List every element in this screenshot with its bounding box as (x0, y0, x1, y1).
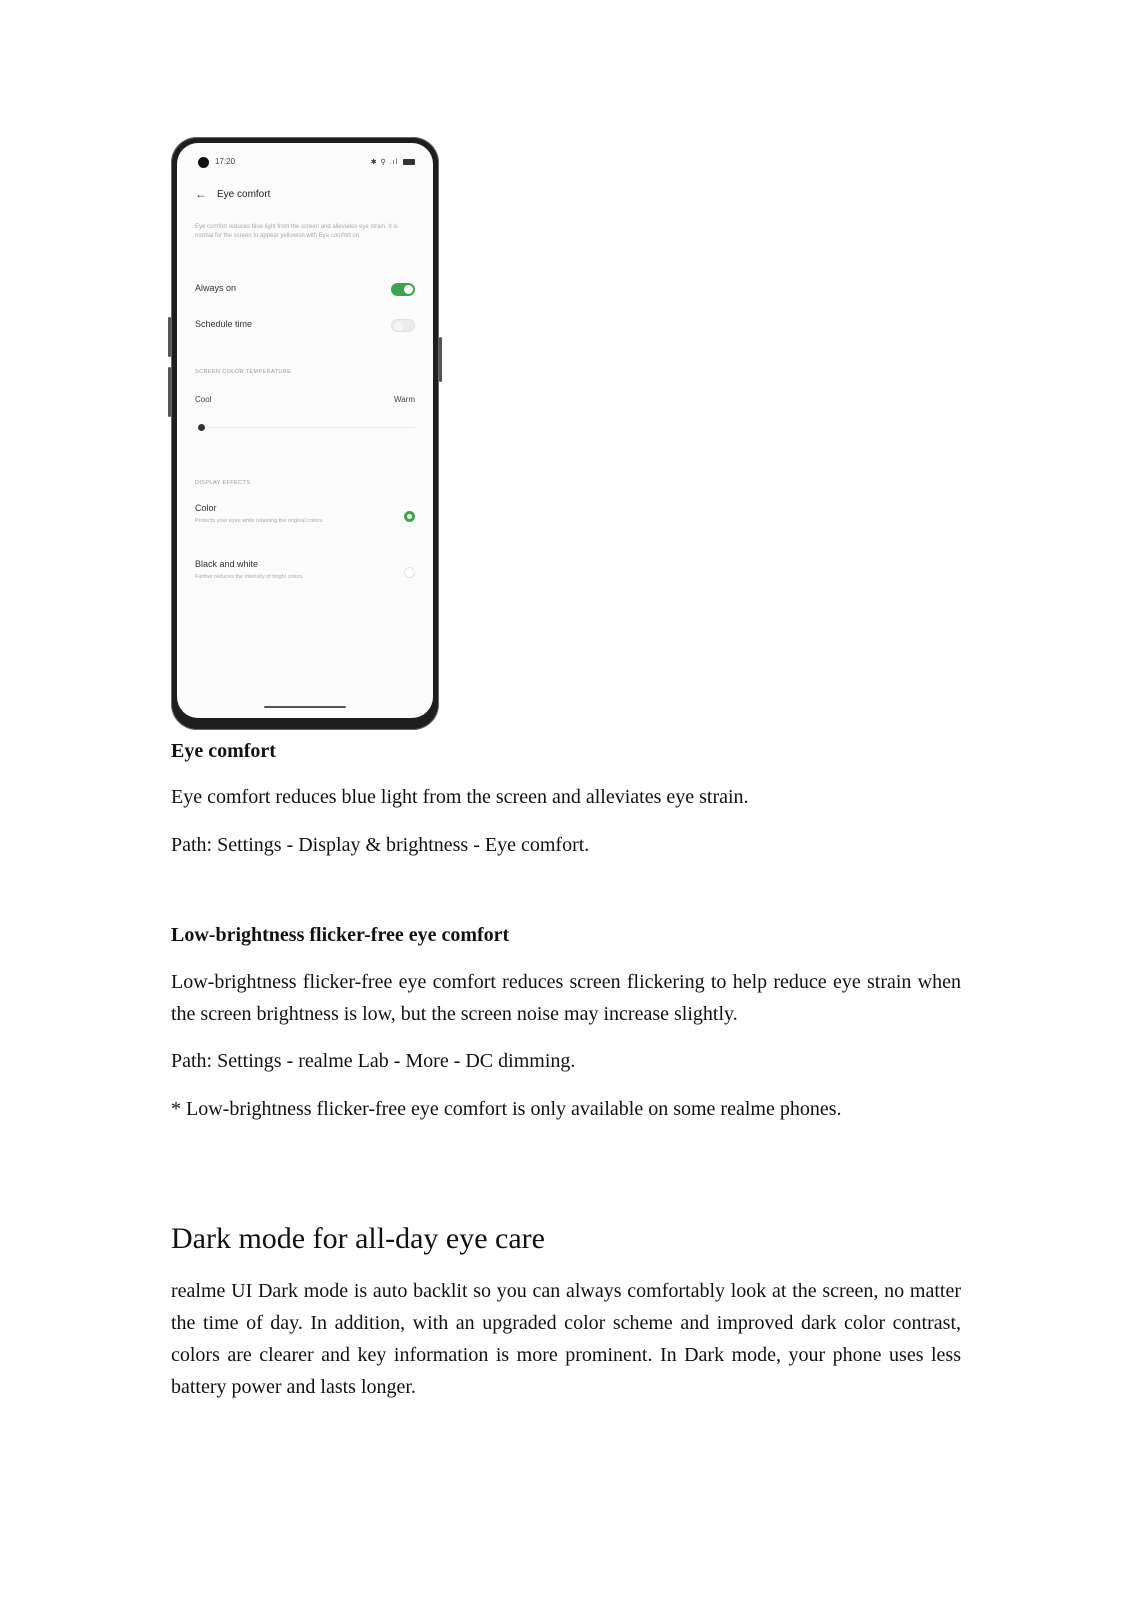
dark-mode-body (171, 1275, 961, 1403)
flicker-free-note (171, 1093, 961, 1125)
back-arrow-icon[interactable]: ← (195, 187, 207, 201)
dark-mode-text: realme UI Dark mode is auto backlit so you can always comfortably look at the screen, no matter the time of day. In addition, with an upgraded color scheme and improved dark color contrast, colors are clearer and key information is more prominent. In Dark mode, your phone uses less battery power and lasts longer. (171, 1280, 961, 1398)
dark-mode-section (171, 1222, 961, 1256)
dark-mode-heading: Dark mode for all-day eye care (171, 1222, 545, 1255)
eye-comfort-body (171, 781, 961, 813)
signal-icons: ✱ ⚲ .ıl (370, 159, 399, 166)
color-option[interactable] (195, 503, 415, 525)
color-radio[interactable] (404, 511, 415, 522)
schedule-time-row[interactable] (195, 319, 415, 335)
home-indicator (264, 706, 346, 708)
eye-comfort-section (171, 740, 961, 763)
slider-labels (195, 395, 415, 407)
black-and-white-radio[interactable] (404, 567, 415, 578)
color-option-title: Color (195, 503, 217, 513)
toggle-knob (404, 285, 413, 294)
phone-screenshot (171, 137, 439, 730)
eye-comfort-text: Eye comfort reduces blue light from the screen and alleviates eye strain. (171, 786, 749, 808)
cool-label: Cool (195, 395, 212, 404)
schedule-time-label: Schedule time (195, 319, 253, 329)
status-time: 17:20 (215, 157, 236, 166)
eye-comfort-path (171, 829, 961, 861)
eye-comfort-description: Eye comfort reduces blue light from the screen and alleviates eye strain. It is normal for the screen to appear yellowish with Eye comfort on. (195, 224, 398, 239)
phone-display (177, 143, 433, 718)
display-effects-header: DISPLAY EFFECTS (195, 480, 251, 486)
phone-power-button (439, 337, 442, 382)
color-temperature-slider[interactable] (201, 427, 415, 428)
eye-comfort-path-text: Path: Settings - Display & brightness - Eye comfort. (171, 834, 590, 856)
flicker-free-heading: Low-brightness flicker-free eye comfort (171, 924, 510, 946)
eye-comfort-heading: Eye comfort (171, 740, 276, 762)
status-icons (371, 158, 415, 166)
flicker-free-section (171, 924, 961, 947)
flicker-free-path-text: Path: Settings - realme Lab - More - DC dimming. (171, 1050, 576, 1072)
black-and-white-option[interactable] (195, 559, 415, 581)
app-bar (195, 189, 415, 205)
flicker-free-text: Low-brightness flicker-free eye comfort reduces screen flickering to help reduce eye strain when the screen brightness is low, but the screen noise may increase slightly. (171, 971, 961, 1025)
always-on-toggle[interactable] (391, 283, 415, 296)
color-temperature-header: SCREEN COLOR TEMPERATURE (195, 369, 292, 375)
always-on-label: Always on (195, 283, 237, 293)
screen-title: Eye comfort (217, 189, 271, 200)
phone-side-button (168, 317, 171, 357)
phone-side-button (168, 367, 171, 417)
flicker-free-path (171, 1045, 961, 1077)
flicker-free-note-text: * Low-brightness flicker-free eye comfort is only available on some realme phones. (171, 1098, 842, 1120)
black-and-white-subtitle: Further reduces the intensity of bright colors. (195, 574, 304, 580)
battery-icon (403, 159, 415, 165)
slider-thumb[interactable] (198, 424, 205, 431)
warm-label: Warm (393, 395, 415, 404)
schedule-time-toggle[interactable] (391, 319, 415, 332)
flicker-free-body (171, 966, 961, 1030)
camera-cutout (198, 157, 209, 168)
toggle-knob (394, 322, 403, 331)
always-on-row[interactable] (195, 283, 415, 299)
color-option-subtitle: Protects your eyes while retaining the original colors. (195, 518, 324, 524)
status-bar (177, 157, 433, 171)
black-and-white-title: Black and white (195, 559, 259, 569)
